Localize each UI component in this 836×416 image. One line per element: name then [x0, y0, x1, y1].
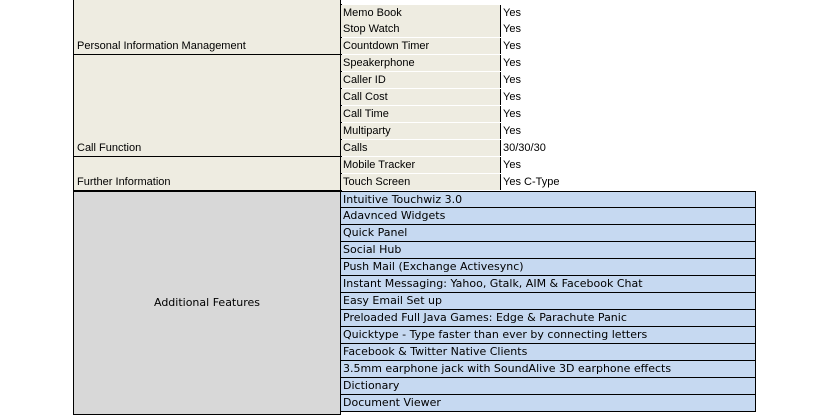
list-item: Facebook & Twitter Native Clients — [340, 344, 756, 361]
table-row — [340, 106, 521, 123]
list-item: Intuitive Touchwiz 3.0 — [340, 191, 756, 208]
table-row — [340, 72, 521, 89]
table-row — [340, 157, 521, 174]
feature-name: Speakerphone — [341, 55, 501, 71]
category-label: Call Function — [77, 142, 142, 154]
list-item: Social Hub — [340, 242, 756, 259]
list-item: Instant Messaging: Yahoo, Gtalk, AIM & Facebook Chat — [340, 276, 756, 293]
feature-value: Yes — [501, 123, 692, 139]
list-item: Quick Panel — [340, 225, 756, 242]
list-item: Quicktype - Type faster than ever by connecting letters — [340, 327, 756, 344]
feature-value: Yes — [501, 21, 692, 37]
feature-value: Yes — [501, 55, 692, 71]
feature-name: Multiparty — [341, 123, 501, 139]
list-item: Preloaded Full Java Games: Edge & Parachute Panic — [340, 310, 756, 327]
feature-value: Yes — [501, 38, 692, 54]
feature-value: Yes — [501, 89, 692, 105]
feature-name: Stop Watch — [341, 21, 501, 37]
feature-value: 30/30/30 — [501, 140, 692, 156]
list-item: Easy Email Set up — [340, 293, 756, 310]
table-row — [340, 21, 521, 38]
table-row — [340, 38, 521, 55]
category-further-information — [73, 157, 341, 191]
feature-name: Mobile Tracker — [341, 157, 501, 173]
category-label: Additional Features — [153, 296, 260, 309]
feature-value: Yes — [501, 106, 692, 122]
table-row — [340, 89, 521, 106]
category-label: Personal Information Management — [77, 40, 246, 52]
feature-name: Call Cost — [341, 89, 501, 105]
category-pim — [73, 0, 341, 55]
list-item: Adavnced Widgets — [340, 208, 756, 225]
list-item: Dictionary — [340, 378, 756, 395]
list-item: Document Viewer — [340, 395, 756, 412]
feature-name: Touch Screen — [341, 174, 501, 190]
list-item: Push Mail (Exchange Activesync) — [340, 259, 756, 276]
feature-value: Yes — [501, 5, 692, 21]
feature-name: Calls — [341, 140, 501, 156]
category-additional-features — [73, 191, 341, 415]
feature-name: Memo Book — [341, 5, 501, 21]
feature-name: Countdown Timer — [341, 38, 501, 54]
feature-value: Yes — [501, 157, 692, 173]
feature-name: Caller ID — [341, 72, 501, 88]
category-label: Further Information — [77, 176, 171, 188]
table-row — [340, 55, 521, 72]
feature-value: Yes C-Type — [501, 174, 692, 190]
table-row — [340, 123, 521, 140]
table-row — [340, 4, 521, 22]
table-row — [340, 140, 546, 157]
table-row — [340, 174, 560, 191]
category-call-function — [73, 55, 341, 157]
list-item: 3.5mm earphone jack with SoundAlive 3D earphone effects — [340, 361, 756, 378]
feature-value: Yes — [501, 72, 692, 88]
feature-name: Call Time — [341, 106, 501, 122]
